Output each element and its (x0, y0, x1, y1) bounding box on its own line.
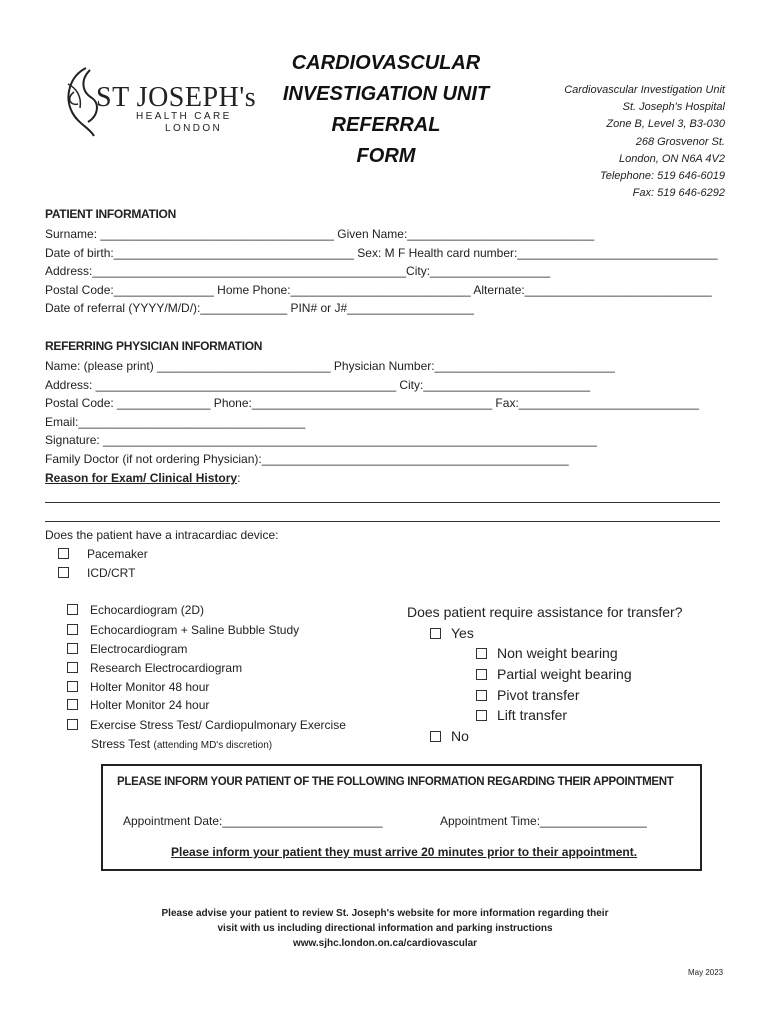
reason-heading (45, 471, 240, 485)
option-label: Yes (451, 625, 474, 641)
address-line: Fax: 519 646-6292 (632, 187, 725, 200)
revision-date: May 2023 (688, 968, 724, 977)
checkbox[interactable] (67, 681, 78, 692)
patient-phone-fields[interactable]: Postal Code:_______________ Home Phone:___________________________ Alternate:____________________________ (45, 283, 712, 297)
option-label: Research Electrocardiogram (90, 661, 243, 675)
option-label: Non weight bearing (497, 645, 618, 661)
appointment-heading: PLEASE INFORM YOUR PATIENT OF THE FOLLOWING INFORMATION REGARDING THEIR APPOINTMENT (117, 776, 674, 788)
transfer-pivot[interactable] (476, 687, 579, 703)
checkbox[interactable] (476, 710, 487, 721)
option-label: Echocardiogram (2D) (90, 603, 205, 617)
physician-name-fields[interactable]: Name: (please print) __________________________ Physician Number:___________________________ (45, 359, 615, 373)
stress-test-continuation (91, 737, 272, 751)
title-line: REFERRAL (331, 114, 441, 136)
logo-wordmark: ST JOSEPH's (96, 82, 257, 113)
stress-test-note: (attending MD's discretion) (153, 740, 273, 751)
footer-line: visit with us including directional information and parking instructions (217, 923, 553, 934)
test-option-research-ecg[interactable] (67, 661, 242, 675)
patient-name-fields[interactable]: Surname: ___________________________________ Given Name:____________________________ (45, 227, 595, 241)
reason-line-1[interactable] (45, 502, 720, 503)
physician-phone-fields[interactable]: Postal Code: ______________ Phone:____________________________________ Fax:___________________________ (45, 396, 699, 410)
checkbox[interactable] (476, 669, 487, 680)
checkbox[interactable] (476, 648, 487, 659)
physician-email-field[interactable]: Email:__________________________________ (45, 415, 306, 429)
patient-address-fields[interactable]: Address:_______________________________________________City:__________________ (45, 264, 551, 278)
unit-address (564, 82, 725, 202)
test-option-echo-bubble[interactable] (67, 623, 299, 637)
option-label: Holter Monitor 48 hour (90, 680, 210, 694)
option-label: Electrocardiogram (90, 642, 188, 656)
device-option-pacemaker[interactable] (58, 547, 148, 561)
appointment-date-field[interactable]: Appointment Date:________________________ (123, 814, 383, 828)
patient-info-heading: PATIENT INFORMATION (45, 207, 176, 221)
logo-sub-london: LONDON (165, 123, 223, 134)
transfer-lift[interactable] (476, 707, 567, 723)
option-label: Pivot transfer (497, 687, 580, 703)
transfer-yes[interactable] (430, 625, 474, 641)
footer-line: Please advise your patient to review St. Joseph's website for more information regarding their (161, 908, 609, 919)
test-option-echo-2d[interactable] (67, 603, 204, 617)
test-option-holter-48[interactable] (67, 680, 209, 694)
transfer-no[interactable] (430, 728, 469, 744)
checkbox[interactable] (430, 628, 441, 639)
test-option-ecg[interactable] (67, 642, 187, 656)
physician-info-heading: REFERRING PHYSICIAN INFORMATION (45, 339, 263, 353)
checkbox[interactable] (67, 699, 78, 710)
test-option-stress[interactable] (67, 718, 346, 732)
address-line: 268 Grosvenor St. (635, 135, 725, 148)
checkbox[interactable] (430, 731, 441, 742)
reason-label: Reason for Exam/ Clinical History (45, 471, 238, 485)
device-question: Does the patient have a intracardiac device: (45, 528, 279, 542)
checkbox[interactable] (67, 719, 78, 730)
option-label: Lift transfer (497, 707, 568, 723)
footer-info (0, 906, 770, 951)
footer-url[interactable]: www.sjhc.london.on.ca/cardiovascular (292, 938, 478, 949)
option-label: No (451, 728, 469, 744)
patient-dob-fields[interactable]: Date of birth:____________________________________ Sex: M F Health card number:______________________________ (45, 246, 718, 260)
option-label: Partial weight bearing (497, 666, 632, 682)
option-label: Holter Monitor 24 hour (90, 698, 210, 712)
device-option-icd[interactable] (58, 566, 135, 580)
option-label: ICD/CRT (87, 566, 136, 580)
test-option-holter-24[interactable] (67, 698, 209, 712)
arrival-notice: Please inform your patient they must arrive 20 minutes prior to their appointment. (171, 845, 638, 859)
stress-test-label: Stress Test (91, 737, 151, 751)
address-line: Zone B, Level 3, B3-030 (606, 118, 725, 131)
address-line: Cardiovascular Investigation Unit (564, 84, 725, 96)
physician-address-fields[interactable]: Address: _____________________________________________ City:_________________________ (45, 378, 591, 392)
transfer-non-weight[interactable] (476, 645, 618, 661)
option-label: Echocardiogram + Saline Bubble Study (90, 623, 300, 637)
title-line: CARDIOVASCULAR (291, 52, 481, 74)
option-label: Exercise Stress Test/ Cardiopulmonary Exercise (90, 718, 346, 732)
reason-colon: : (237, 471, 241, 485)
checkbox[interactable] (67, 624, 78, 635)
address-line: Telephone: 519 646-6019 (600, 170, 725, 183)
family-doctor-field[interactable]: Family Doctor (if not ordering Physician):______________________________________________ (45, 452, 569, 466)
checkbox[interactable] (67, 662, 78, 673)
patient-referral-fields[interactable]: Date of referral (YYYY/M/D/):_____________ PIN# or J#___________________ (45, 301, 474, 315)
transfer-question: Does patient require assistance for transfer? (407, 604, 683, 620)
checkbox[interactable] (476, 690, 487, 701)
transfer-partial-weight[interactable] (476, 666, 632, 682)
option-label: Pacemaker (87, 547, 148, 561)
form-title (276, 48, 496, 172)
title-line: INVESTIGATION UNIT (282, 83, 490, 105)
checkbox[interactable] (58, 567, 69, 578)
checkbox[interactable] (58, 548, 69, 559)
address-line: London, ON N6A 4V2 (619, 152, 725, 165)
checkbox[interactable] (67, 643, 78, 654)
physician-signature-field[interactable]: Signature: __________________________________________________________________________ (45, 433, 597, 447)
checkbox[interactable] (67, 604, 78, 615)
reason-line-2[interactable] (45, 521, 720, 522)
logo-sub-health-care: HEALTH CARE (136, 111, 232, 122)
title-line: FORM (356, 145, 416, 167)
appointment-time-field[interactable]: Appointment Time:________________ (440, 814, 647, 828)
address-line: St. Joseph's Hospital (622, 101, 725, 114)
